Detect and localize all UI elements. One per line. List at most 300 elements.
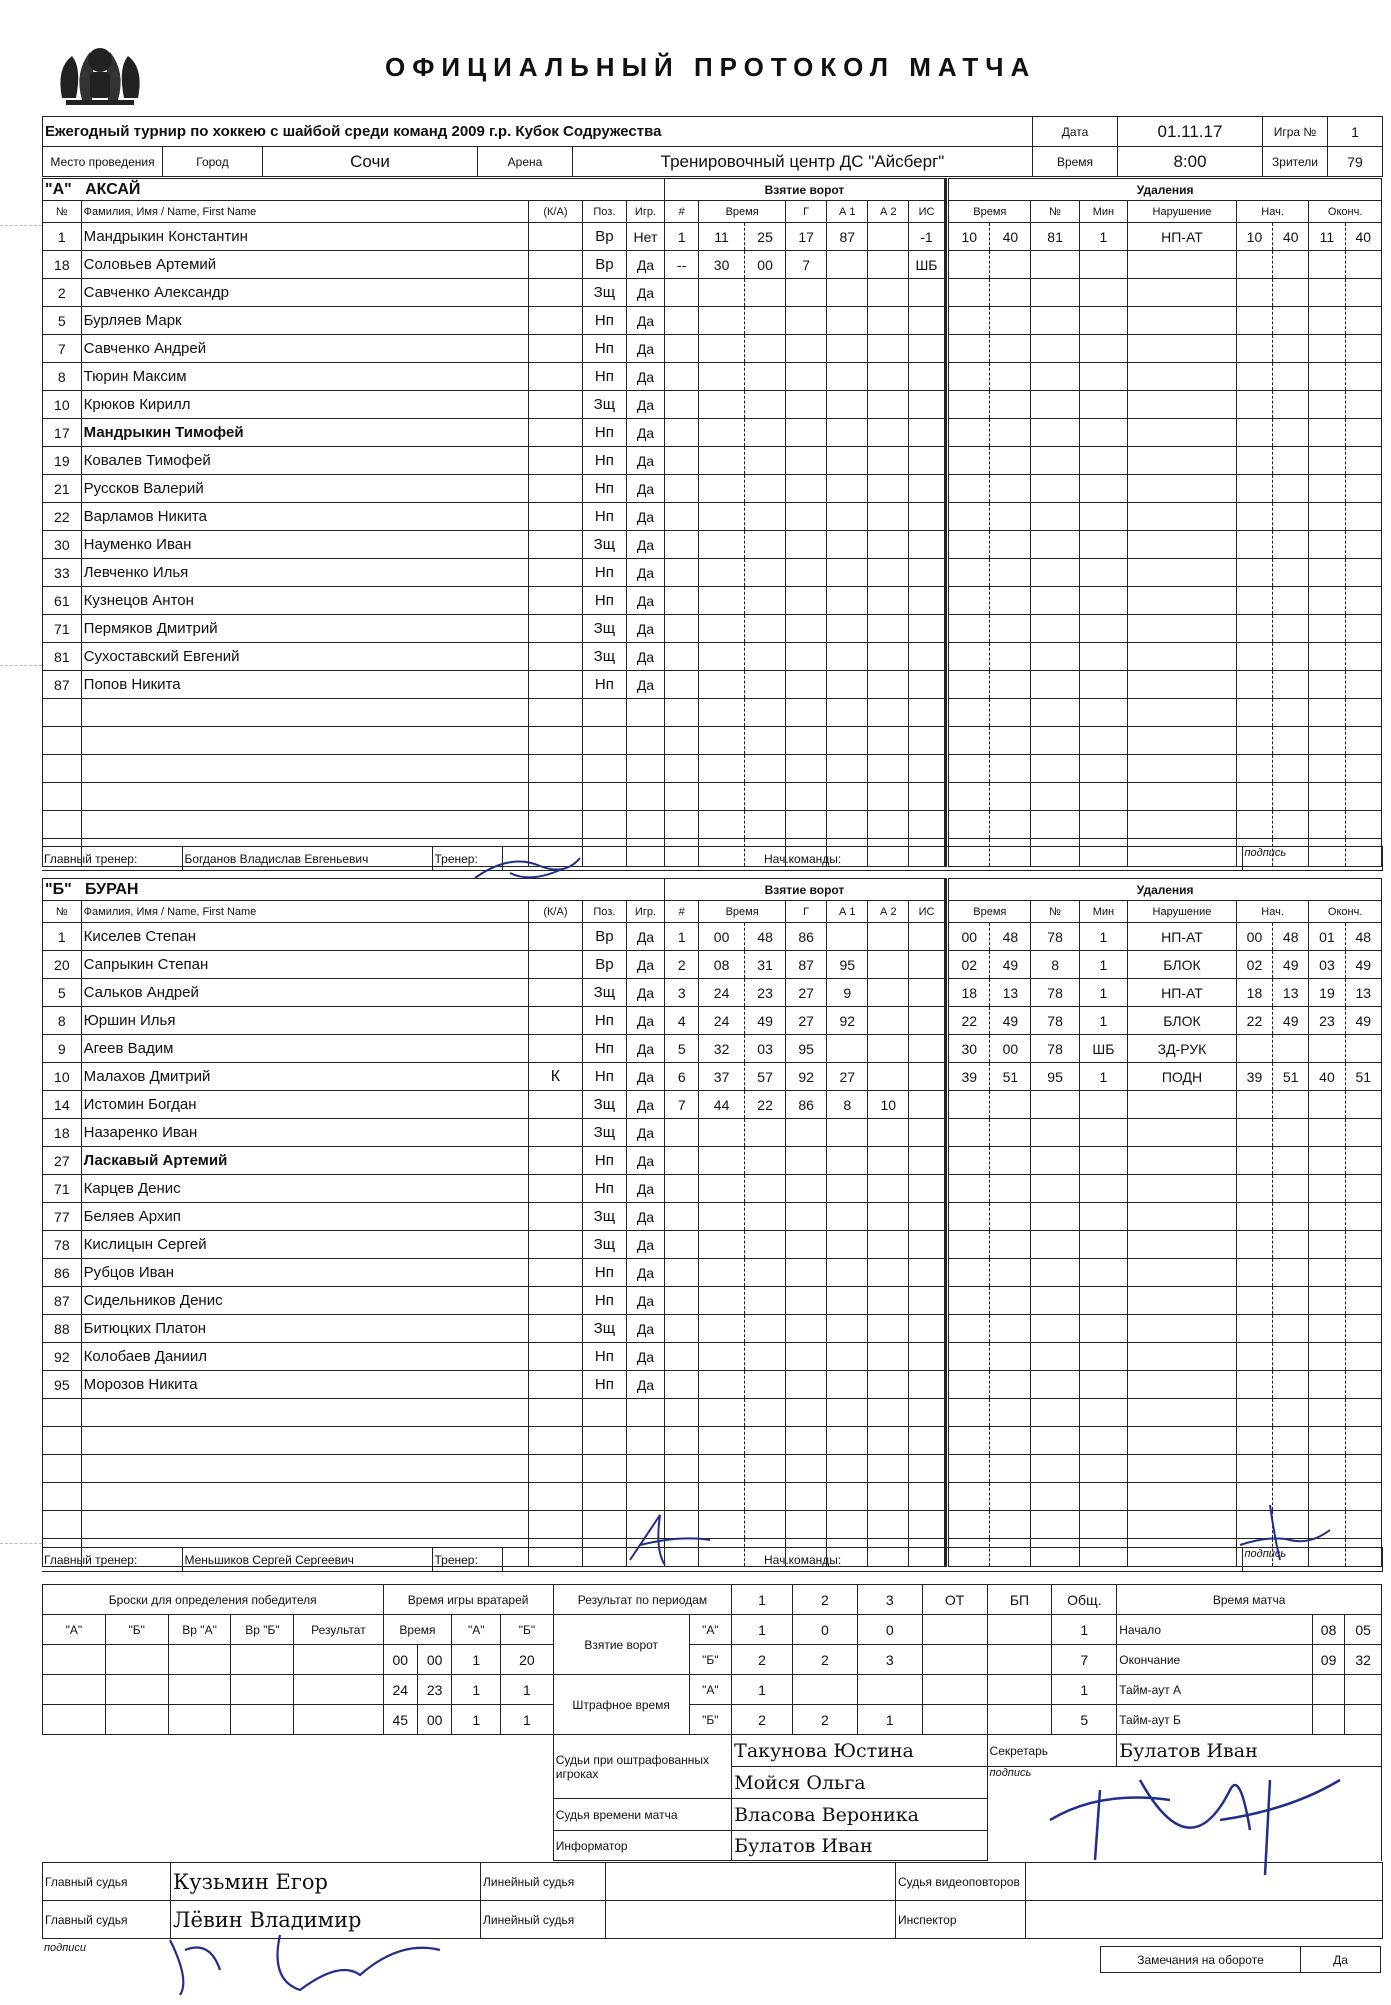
- team-b-sign-label: подпись: [1242, 1548, 1382, 1572]
- player-name: Сапрыкин Степан: [81, 951, 528, 979]
- goal-scorer: 95: [786, 1035, 827, 1063]
- pim-b-ot: [922, 1705, 987, 1735]
- tournament-name: Ежегодный турнир по хоккею с шайбой среди команд 2009 г.р. Кубок Содружества: [43, 117, 1033, 147]
- team_b-row: [43, 1063, 1382, 1091]
- match-header-table: [42, 116, 1383, 177]
- player-role: [528, 531, 582, 559]
- date-label: Дата: [1033, 117, 1118, 147]
- penalty-infraction: НП-АТ: [1128, 223, 1237, 251]
- team-b-trainer-value: [502, 1548, 762, 1572]
- team_b-title: [43, 879, 665, 901]
- goals-a-bp: [987, 1615, 1052, 1645]
- team_b-name: БУРАН: [85, 880, 139, 898]
- goal-number: 1: [665, 923, 699, 951]
- team_a-col-played: Игр.: [626, 201, 665, 223]
- penalty-minute: 18: [949, 979, 990, 1007]
- goalie-row2-b: 1: [501, 1675, 554, 1705]
- team_a-col-pen-start: Нач.: [1236, 201, 1309, 223]
- penalty-second: 13: [990, 979, 1031, 1007]
- team_b-col-goal-time: Время: [699, 901, 786, 923]
- player-name: Колобаев Даниил: [81, 1343, 528, 1371]
- player-number: 27: [43, 1147, 82, 1175]
- player-played: Да: [626, 979, 665, 1007]
- team_b-col-assist2: А 2: [868, 901, 909, 923]
- team_b-col-goal-num: #: [665, 901, 699, 923]
- player-name: Савченко Андрей: [81, 335, 528, 363]
- player-position: Зщ: [583, 643, 627, 671]
- team_a-row: [43, 223, 1382, 251]
- player-played: Да: [626, 419, 665, 447]
- player-played: Да: [626, 363, 665, 391]
- player-name: Малахов Дмитрий: [81, 1063, 528, 1091]
- team_a-penalties-title: Удаления: [949, 179, 1382, 201]
- player-number: 77: [43, 1203, 82, 1231]
- penalty-end-sec: 49: [1345, 951, 1381, 979]
- team_a-col-pen-no: №: [1031, 201, 1079, 223]
- goals-a-p3: 0: [857, 1615, 922, 1645]
- pim-a-total: 1: [1052, 1675, 1117, 1705]
- player-name: Мандрыкин Константин: [81, 223, 528, 251]
- player-played: Да: [626, 447, 665, 475]
- player-name: Руссков Валерий: [81, 475, 528, 503]
- goal-scorer: 87: [786, 951, 827, 979]
- goal-assist1: 9: [827, 979, 868, 1007]
- player-number: 21: [43, 475, 82, 503]
- player-number: 5: [43, 307, 82, 335]
- player-name: Карцев Денис: [81, 1175, 528, 1203]
- team_a-col-pen-min: Мин: [1079, 201, 1127, 223]
- player-position: Нп: [583, 363, 627, 391]
- goalie-row1-b: 20: [501, 1645, 554, 1675]
- penalty-judges-label: Судьи при оштрафованных игроках: [553, 1735, 731, 1799]
- team_a-row: [43, 699, 1382, 727]
- player-played: Да: [626, 1063, 665, 1091]
- team_a-col-situation: ИС: [909, 201, 945, 223]
- timeout-a-label: Тайм-аут А: [1117, 1675, 1313, 1705]
- player-name: Морозов Никита: [81, 1371, 528, 1399]
- team_a-col-assist2: А 2: [868, 201, 909, 223]
- player-played: Да: [626, 1371, 665, 1399]
- player-played: Да: [626, 475, 665, 503]
- team_b-col-pen-infraction: Нарушение: [1128, 901, 1237, 923]
- penalty-player: 81: [1031, 223, 1079, 251]
- goal-minute: 11: [699, 223, 745, 251]
- penalty-minutes: 1: [1079, 223, 1127, 251]
- penalty-end-sec: 51: [1345, 1063, 1381, 1091]
- pim-a-p2: [792, 1675, 857, 1705]
- player-number: 81: [43, 643, 82, 671]
- penalty-minutes: ШБ: [1079, 1035, 1127, 1063]
- pim-b-label: "Б": [689, 1705, 732, 1735]
- player-position: Вр: [583, 223, 627, 251]
- player-role: [528, 559, 582, 587]
- goal-assist2: [868, 223, 909, 251]
- penalty-minute: 39: [949, 1063, 990, 1091]
- penalty-second: 51: [990, 1063, 1031, 1091]
- penalty-end-min: 19: [1309, 979, 1345, 1007]
- player-role: [528, 587, 582, 615]
- team_b-col-situation: ИС: [909, 901, 945, 923]
- team_b-row: [43, 1343, 1382, 1371]
- player-position: Зщ: [583, 391, 627, 419]
- penalty-minutes: 1: [1079, 1063, 1127, 1091]
- shootout-col-gk-b: Вр "Б": [231, 1615, 294, 1645]
- player-position: Нп: [583, 307, 627, 335]
- secretary-label: Секретарь: [987, 1735, 1117, 1767]
- game-label: Игра №: [1263, 117, 1328, 147]
- goal-situation: [909, 1035, 945, 1063]
- team_b-row: [43, 1427, 1382, 1455]
- player-name: Пермяков Дмитрий: [81, 615, 528, 643]
- informer-name: Булатов Иван: [732, 1831, 987, 1861]
- goal-assist2: [868, 951, 909, 979]
- team_a-row: [43, 251, 1382, 279]
- player-role: [528, 1231, 582, 1259]
- player-position: Зщ: [583, 1231, 627, 1259]
- goals-a-ot: [922, 1615, 987, 1645]
- penalty-infraction: НП-АТ: [1128, 979, 1237, 1007]
- team_a-col-no: №: [43, 201, 82, 223]
- goal-scorer: 86: [786, 1091, 827, 1119]
- goalie-col-b: "Б": [501, 1615, 554, 1645]
- player-played: Да: [626, 671, 665, 699]
- team_a-col-pen-time: Время: [949, 201, 1031, 223]
- player-played: Да: [626, 279, 665, 307]
- team_b-col-pen-time: Время: [949, 901, 1031, 923]
- team_a-name: АКСАЙ: [85, 180, 141, 198]
- player-number: 86: [43, 1259, 82, 1287]
- penalty-player: 95: [1031, 1063, 1079, 1091]
- goals-b-bp: [987, 1645, 1052, 1675]
- penalty-end-sec: 49: [1345, 1007, 1381, 1035]
- pim-b-total: 5: [1052, 1705, 1117, 1735]
- player-position: Зщ: [583, 531, 627, 559]
- pim-b-p3: 1: [857, 1705, 922, 1735]
- team-b-trainer-label: Тренер:: [432, 1548, 502, 1572]
- linesman-label-2: Линейный судья: [481, 1901, 606, 1939]
- player-role: К: [528, 1063, 582, 1091]
- player-role: [528, 251, 582, 279]
- goal-number: 5: [665, 1035, 699, 1063]
- penalty-minute: 00: [949, 923, 990, 951]
- goal-number: 7: [665, 1091, 699, 1119]
- scan-fold-line: [0, 665, 42, 666]
- penalty-second: 49: [990, 951, 1031, 979]
- player-role: [528, 279, 582, 307]
- player-number: 9: [43, 1035, 82, 1063]
- team_b-col-pos: Поз.: [583, 901, 627, 923]
- team_b-penalties-title: Удаления: [949, 879, 1382, 901]
- team_a-row: [43, 671, 1382, 699]
- shootout-title: Броски для определения победителя: [43, 1585, 384, 1615]
- penalty-start-min: 39: [1236, 1063, 1272, 1091]
- penalty-end-sec: 40: [1345, 223, 1381, 251]
- player-position: Зщ: [583, 615, 627, 643]
- player-number: 10: [43, 1063, 82, 1091]
- player-played: Да: [626, 391, 665, 419]
- goals-a-p1: 1: [732, 1615, 793, 1645]
- linesman-label-1: Линейный судья: [481, 1863, 606, 1901]
- goal-situation: [909, 979, 945, 1007]
- date-value: 01.11.17: [1118, 117, 1263, 147]
- player-played: Да: [626, 615, 665, 643]
- player-position: Зщ: [583, 979, 627, 1007]
- team_a-row: [43, 391, 1382, 419]
- goalie-col-time: Время: [383, 1615, 452, 1645]
- player-name: Ласкавый Артемий: [81, 1147, 528, 1175]
- goal-situation: [909, 1063, 945, 1091]
- player-number: 87: [43, 1287, 82, 1315]
- player-number: 1: [43, 923, 82, 951]
- goals-b-p2: 2: [792, 1645, 857, 1675]
- end-label: Окончание: [1117, 1645, 1313, 1675]
- player-played: Да: [626, 1119, 665, 1147]
- team_b-col-ka: (К/А): [528, 901, 582, 923]
- player-name: Юршин Илья: [81, 1007, 528, 1035]
- team_b-row: [43, 1511, 1382, 1539]
- penalty-start-min: 10: [1236, 223, 1272, 251]
- start-minutes: 05: [1345, 1615, 1382, 1645]
- goal-number: 3: [665, 979, 699, 1007]
- player-number: 30: [43, 531, 82, 559]
- goalie-title: Время игры вратарей: [383, 1585, 553, 1615]
- start-hours: 08: [1312, 1615, 1344, 1645]
- pim-b-bp: [987, 1705, 1052, 1735]
- goal-second: 48: [745, 923, 786, 951]
- end-minutes: 32: [1345, 1645, 1382, 1675]
- player-role: [528, 1035, 582, 1063]
- scan-fold-line: [0, 225, 42, 226]
- team_b-row: [43, 923, 1382, 951]
- player-number: 14: [43, 1091, 82, 1119]
- goal-second: 57: [745, 1063, 786, 1091]
- penalty-start-min: 02: [1236, 951, 1272, 979]
- team_b-letter: "Б": [45, 880, 72, 898]
- player-number: 88: [43, 1315, 82, 1343]
- goal-assist1: [827, 923, 868, 951]
- player-played: Да: [626, 1287, 665, 1315]
- team_b-row: [43, 1035, 1382, 1063]
- penalty-second: 00: [990, 1035, 1031, 1063]
- player-role: [528, 475, 582, 503]
- player-played: Да: [626, 1343, 665, 1371]
- player-position: Нп: [583, 1175, 627, 1203]
- penalty-player: 78: [1031, 1035, 1079, 1063]
- team-a-coach: Богданов Владислав Евгеньевич: [182, 847, 432, 871]
- player-played: Да: [626, 251, 665, 279]
- goal-assist1: [827, 1035, 868, 1063]
- player-name: Варламов Никита: [81, 503, 528, 531]
- player-number: 71: [43, 1175, 82, 1203]
- goal-scorer: 86: [786, 923, 827, 951]
- goalie-row3-a: 1: [452, 1705, 501, 1735]
- pim-b-p1: 2: [732, 1705, 793, 1735]
- team_a-row: [43, 279, 1382, 307]
- player-role: [528, 951, 582, 979]
- player-role: [528, 1343, 582, 1371]
- team_b-col-pen-end: Оконч.: [1309, 901, 1382, 923]
- team-b-coach-label: Главный тренер:: [42, 1548, 182, 1572]
- penalty-start-sec: 49: [1273, 1007, 1309, 1035]
- period-2-header: 2: [792, 1585, 857, 1615]
- goal-situation: [909, 923, 945, 951]
- player-number: 7: [43, 335, 82, 363]
- penalty-end-min: 03: [1309, 951, 1345, 979]
- team_a-col-pen-end: Оконч.: [1309, 201, 1382, 223]
- player-number: 71: [43, 615, 82, 643]
- team-b-captain-value: [862, 1548, 1242, 1572]
- player-position: Нп: [583, 419, 627, 447]
- team-a-coach-label: Главный тренер:: [42, 847, 182, 871]
- player-role: [528, 1371, 582, 1399]
- time-label: Время: [1033, 147, 1118, 177]
- arena-label: Арена: [478, 147, 573, 177]
- player-role: [528, 1315, 582, 1343]
- player-name: Бурляев Марк: [81, 307, 528, 335]
- penalty-player: 78: [1031, 979, 1079, 1007]
- player-played: Да: [626, 1147, 665, 1175]
- penalty-minute: 02: [949, 951, 990, 979]
- penalty-infraction: ПОДН: [1128, 1063, 1237, 1091]
- team_b-row: [43, 1175, 1382, 1203]
- penalty-second: 40: [990, 223, 1031, 251]
- time-value: 8:00: [1118, 147, 1263, 177]
- team_b-row: [43, 1371, 1382, 1399]
- player-played: Да: [626, 1091, 665, 1119]
- player-role: [528, 1007, 582, 1035]
- player-position: Зщ: [583, 1203, 627, 1231]
- player-role: [528, 1175, 582, 1203]
- team_a-col-goal-time: Время: [699, 201, 786, 223]
- shootout-col-gk-a: Вр "А": [168, 1615, 231, 1645]
- referees-table: [42, 1862, 1383, 1939]
- end-hours: 09: [1312, 1645, 1344, 1675]
- penalty-end-sec: [1345, 1035, 1381, 1063]
- team_a-col-ka: (К/А): [528, 201, 582, 223]
- team_a-col-pen-infraction: Нарушение: [1128, 201, 1237, 223]
- shootout-col-a: "А": [43, 1615, 106, 1645]
- team_a-row: [43, 419, 1382, 447]
- team_b-col-name: Фамилия, Имя / Name, First Name: [81, 901, 528, 923]
- penalty-player: 78: [1031, 923, 1079, 951]
- player-name: Беляев Архип: [81, 1203, 528, 1231]
- player-role: [528, 1259, 582, 1287]
- player-position: Нп: [583, 671, 627, 699]
- player-position: Нп: [583, 1343, 627, 1371]
- player-position: Нп: [583, 1287, 627, 1315]
- player-number: 92: [43, 1343, 82, 1371]
- goal-situation: -1: [909, 223, 945, 251]
- team_b-col-pen-no: №: [1031, 901, 1079, 923]
- penalty-end-min: 11: [1309, 223, 1345, 251]
- pim-a-ot: [922, 1675, 987, 1705]
- player-name: Соловьев Артемий: [81, 251, 528, 279]
- player-number: 18: [43, 1119, 82, 1147]
- goal-situation: [909, 1007, 945, 1035]
- player-number: 10: [43, 391, 82, 419]
- period-ot-header: ОТ: [922, 1585, 987, 1615]
- team_b-row: [43, 1203, 1382, 1231]
- team_a-row: [43, 475, 1382, 503]
- goal-assist2: [868, 1007, 909, 1035]
- team_a-row: [43, 335, 1382, 363]
- team-b-table: [42, 878, 1382, 1567]
- player-role: [528, 1203, 582, 1231]
- penalty-start-sec: 49: [1273, 951, 1309, 979]
- team-b-footer: [42, 1547, 1383, 1572]
- federation-emblem-icon: [52, 38, 148, 108]
- player-number: 78: [43, 1231, 82, 1259]
- team_b-row: [43, 1147, 1382, 1175]
- player-name: Назаренко Иван: [81, 1119, 528, 1147]
- player-name: Левченко Илья: [81, 559, 528, 587]
- team_b-row: [43, 951, 1382, 979]
- penalty-infraction: ЗД-РУК: [1128, 1035, 1237, 1063]
- goals-a-p2: 0: [792, 1615, 857, 1645]
- city-label: Город: [163, 147, 263, 177]
- player-role: [528, 363, 582, 391]
- player-role: [528, 503, 582, 531]
- player-position: Зщ: [583, 279, 627, 307]
- player-number: 87: [43, 671, 82, 699]
- pim-b-p2: 2: [792, 1705, 857, 1735]
- goal-situation: ШБ: [909, 251, 945, 279]
- goal-minute: 08: [699, 951, 745, 979]
- goal-assist2: [868, 251, 909, 279]
- remarks-value: Да: [1301, 1947, 1381, 1973]
- timekeeper-name: Власова Вероника: [732, 1799, 987, 1831]
- period-bp-header: БП: [987, 1585, 1052, 1615]
- goals-a-label: "А": [689, 1615, 732, 1645]
- player-name: Агеев Вадим: [81, 1035, 528, 1063]
- secretary-name: Булатов Иван: [1117, 1735, 1382, 1767]
- pim-a-p1: 1: [732, 1675, 793, 1705]
- team_b-col-played: Игр.: [626, 901, 665, 923]
- player-played: Да: [626, 951, 665, 979]
- goals-row-label: Взятие ворот: [553, 1615, 689, 1675]
- penalty-second: 48: [990, 923, 1031, 951]
- goal-assist2: [868, 1063, 909, 1091]
- goal-minute: 37: [699, 1063, 745, 1091]
- player-position: Нп: [583, 475, 627, 503]
- summary-table: [42, 1584, 1382, 1861]
- player-number: 33: [43, 559, 82, 587]
- penalty-judge-2: Мойся Ольга: [732, 1767, 987, 1799]
- penalty-start-min: 00: [1236, 923, 1272, 951]
- goal-number: 4: [665, 1007, 699, 1035]
- penalty-judge-1: Такунова Юстина: [732, 1735, 987, 1767]
- team_a-row: [43, 615, 1382, 643]
- player-number: 95: [43, 1371, 82, 1399]
- goal-minute: 30: [699, 251, 745, 279]
- team_b-row: [43, 1315, 1382, 1343]
- team_b-row: [43, 1091, 1382, 1119]
- goal-number: --: [665, 251, 699, 279]
- team_a-row: [43, 727, 1382, 755]
- player-played: Да: [626, 1007, 665, 1035]
- player-played: Да: [626, 1259, 665, 1287]
- penalty-start-sec: 51: [1273, 1063, 1309, 1091]
- player-number: 1: [43, 223, 82, 251]
- player-name: Попов Никита: [81, 671, 528, 699]
- penalty-minute: 10: [949, 223, 990, 251]
- goal-second: 49: [745, 1007, 786, 1035]
- team_a-letter: "А": [45, 180, 72, 198]
- team-a-captain-label: Нач.команды:: [762, 847, 862, 871]
- team_b-row: [43, 1231, 1382, 1259]
- goal-assist2: [868, 979, 909, 1007]
- player-played: Да: [626, 1231, 665, 1259]
